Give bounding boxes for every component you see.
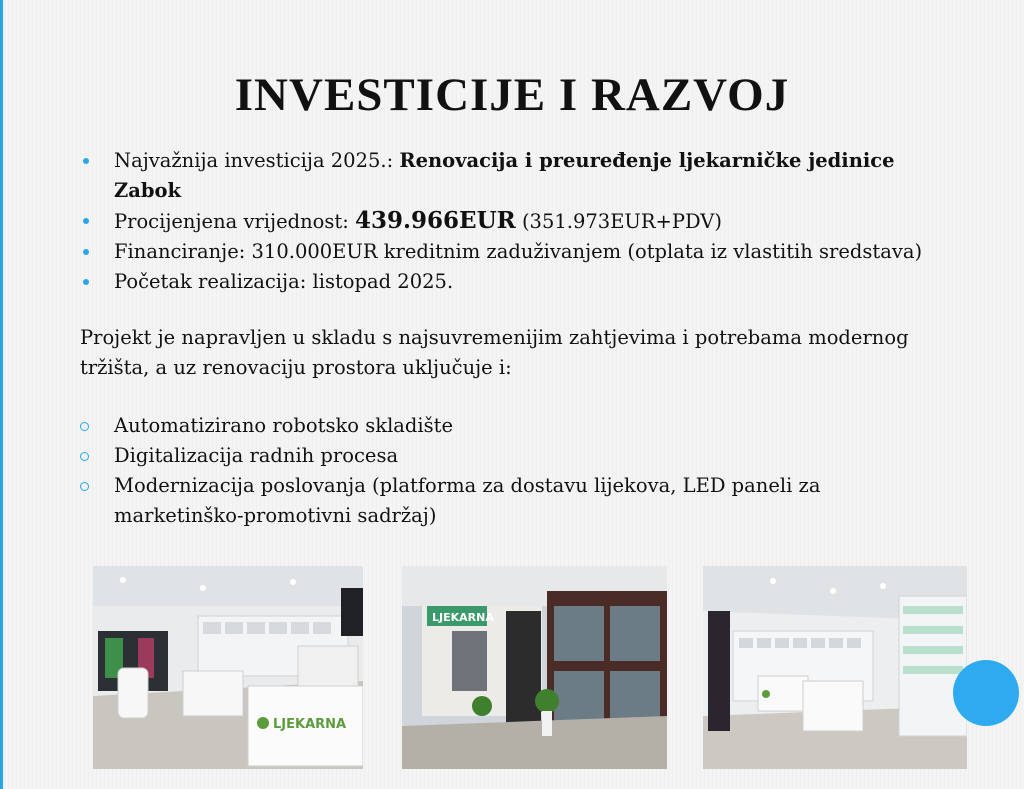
- bullet-text: (351.973EUR+PDV): [515, 210, 722, 233]
- bullet-bold-text: Renovacija i preuređenje ljekarničke jedinice Zabok: [114, 149, 895, 202]
- bullet-item: [80, 206, 930, 237]
- pharmacy-interior-photo-2: [703, 566, 967, 769]
- feature-item: Modernizacija poslovanja (platforma za dostavu lijekova, LED paneli za marketinško-promotivni sadržaj): [80, 471, 930, 531]
- feature-list: [80, 411, 930, 531]
- pharmacy-storefront-photo: [402, 566, 667, 769]
- facade-sign: LJEKARNA: [432, 611, 494, 624]
- slide-content: [80, 146, 930, 531]
- slide-title: INVESTICIJE I RAZVOJ: [234, 69, 790, 121]
- bullet-list: [80, 146, 930, 297]
- bullet-item: [80, 237, 930, 267]
- interior-illustration: [93, 566, 363, 769]
- counter-sign: LJEKARNA: [273, 717, 347, 732]
- bullet-text: Procijenjena vrijednost:: [114, 210, 356, 233]
- decorative-blue-circle: [953, 660, 1019, 726]
- bullet-text: Financiranje: 310.000EUR kreditnim zaduživanjem (otplata iz vlastitih sredstava): [114, 240, 923, 263]
- bullet-text: Najvažnija investicija 2025.:: [114, 149, 400, 172]
- bullet-item: [80, 146, 930, 206]
- bullet-text: Početak realizacija: listopad 2025.: [114, 270, 454, 293]
- interior-illustration: [703, 566, 967, 769]
- feature-item: Automatizirano robotsko skladište: [80, 411, 930, 441]
- bullet-bold-value: 439.966EUR: [355, 207, 516, 234]
- feature-item: Digitalizacija radnih procesa: [80, 441, 930, 471]
- bullet-item: [80, 267, 930, 297]
- body-paragraph: Projekt je napravljen u skladu s najsuvremenijim zahtjevima i potrebama modernog tržišta, a uz renovaciju prostora uključuje i:: [80, 326, 909, 379]
- storefront-illustration: [402, 566, 667, 769]
- pharmacy-interior-photo-1: [93, 566, 363, 769]
